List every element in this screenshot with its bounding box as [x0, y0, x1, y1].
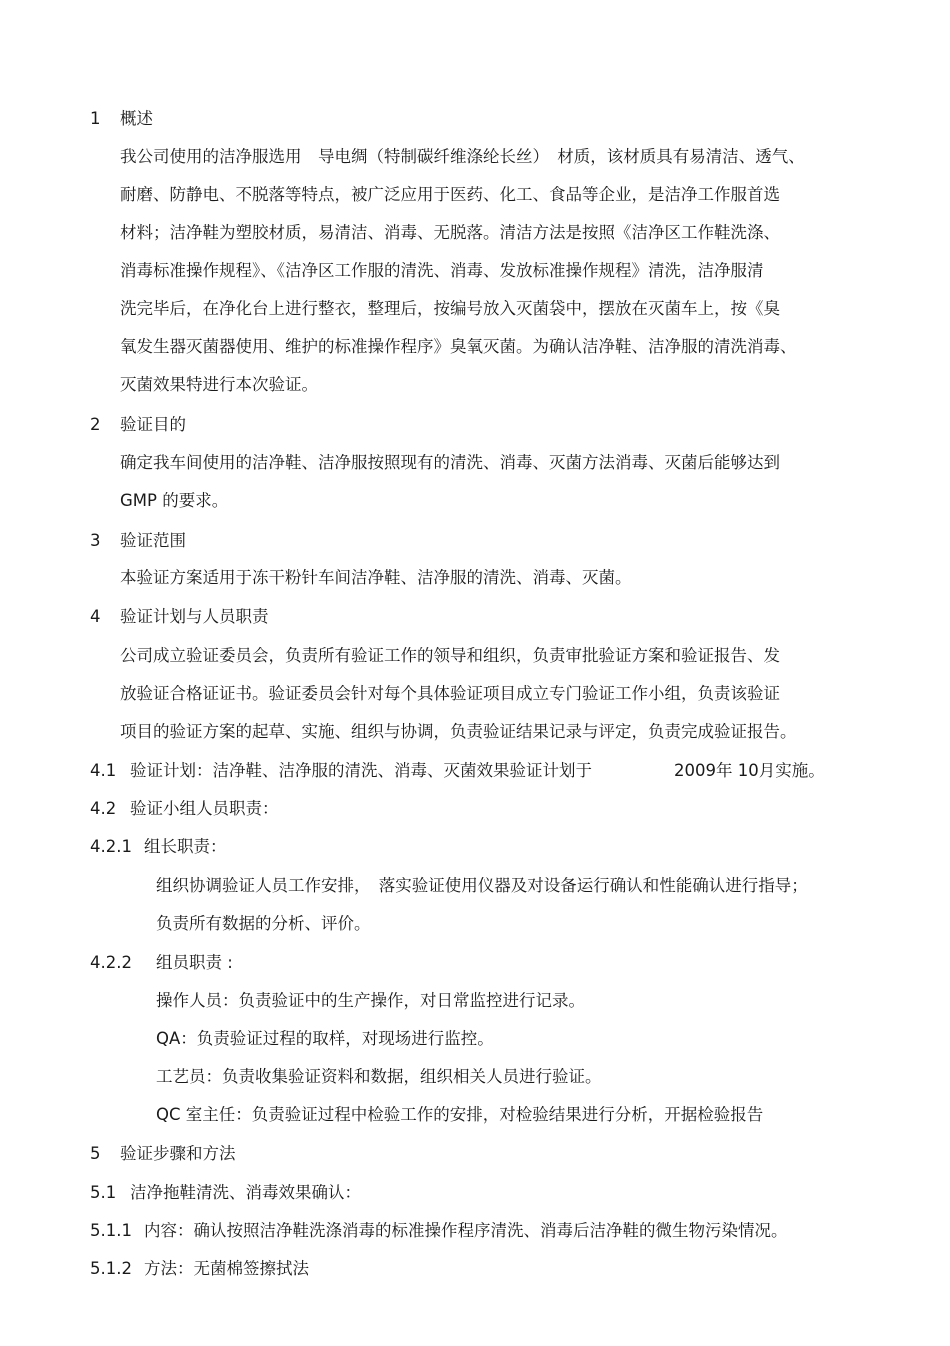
- section-3-title: 验证范围: [120, 531, 186, 550]
- section-1-line: 氧发生器灭菌器使用、维护的标准操作程序》臭氧灭菌。为确认洁净鞋、洁净服的清洗消毒、: [120, 337, 797, 356]
- section-4-2-1-number: 4.2.1: [90, 837, 132, 856]
- section-1-line: 消毒标准操作规程》、《洁净区工作服的清洗、消毒、发放标准操作规程》清洗，洁净服清: [120, 261, 764, 280]
- section-3-number: 3: [90, 531, 101, 550]
- section-5-1-number: 5.1: [90, 1183, 117, 1202]
- section-4-2-2-line: QA：负责验证过程的取样，对现场进行监控。: [156, 1029, 494, 1048]
- section-5-title: 验证步骤和方法: [120, 1144, 236, 1163]
- section-4-2-2-line: 工艺员：负责收集验证资料和数据，组织相关人员进行验证。: [156, 1067, 602, 1086]
- section-4-2-number: 4.2: [90, 799, 117, 818]
- section-4-line: 放验证合格证证书。验证委员会针对每个具体验证项目成立专门验证工作小组，负责该验证: [120, 684, 780, 703]
- section-4-2-1-line: 负责所有数据的分析、评价。: [156, 914, 371, 933]
- section-4-title: 验证计划与人员职责: [120, 607, 269, 626]
- section-4-2-2-title: 组员职责 :: [156, 953, 233, 972]
- section-4-number: 4: [90, 607, 101, 626]
- section-2-number: 2: [90, 415, 101, 434]
- section-4-2-2-line: QC 室主任：负责验证过程中检验工作的安排，对检验结果进行分析，开据检验报告: [156, 1105, 764, 1124]
- section-4-2-2-number: 4.2.2: [90, 953, 132, 972]
- section-4-2-2-line: 操作人员：负责验证中的生产操作，对日常监控进行记录。: [156, 991, 585, 1010]
- section-4-1-text: 验证计划：洁净鞋、洁净服的清洗、消毒、灭菌效果验证计划于: [130, 761, 592, 780]
- section-4-line: 公司成立验证委员会，负责所有验证工作的领导和组织，负责审批验证方案和验证报告、发: [120, 646, 780, 665]
- section-1-line: 材料；洁净鞋为塑胶材质，易清洁、消毒、无脱落。清洁方法是按照《洁净区工作鞋洗涤、: [120, 223, 780, 242]
- section-5-1-2-text: 方法：无菌棉签擦拭法: [144, 1259, 309, 1278]
- section-2-line: GMP 的要求。: [120, 491, 229, 510]
- section-1-line: 洗完毕后，在净化台上进行整衣，整理后，按编号放入灭菌袋中，摆放在灭菌车上，按《臭: [120, 299, 780, 318]
- section-4-2-1-title: 组长职责：: [144, 837, 227, 856]
- section-1-number: 1: [90, 109, 101, 128]
- section-5-1-text: 洁净拖鞋清洗、消毒效果确认：: [130, 1183, 361, 1202]
- section-1-line: 灭菌效果特进行本次验证。: [120, 375, 318, 394]
- section-4-2-1-line: 组织协调验证人员工作安排， 落实验证使用仪器及对设备运行确认和性能确认进行指导；: [156, 876, 808, 895]
- section-4-2-text: 验证小组人员职责：: [130, 799, 279, 818]
- section-5-1-1-text: 内容：确认按照洁净鞋洗涤消毒的标准操作程序清洗、消毒后洁净鞋的微生物污染情况。: [144, 1221, 788, 1240]
- section-1-title: 概述: [120, 109, 153, 128]
- section-5-1-1-number: 5.1.1: [90, 1221, 132, 1240]
- section-1-line: 耐磨、防静电、不脱落等特点，被广泛应用于医药、化工、食品等企业，是洁净工作服首选: [120, 185, 780, 204]
- section-5-number: 5: [90, 1144, 101, 1163]
- section-4-line: 项目的验证方案的起草、实施、组织与协调，负责验证结果记录与评定，负责完成验证报告。: [120, 722, 797, 741]
- section-5-1-2-number: 5.1.2: [90, 1259, 132, 1278]
- section-1-line: 我公司使用的洁净服选用 导电绸（特制碳纤维涤纶长丝） 材质，该材质具有易清洁、透气、: [120, 147, 805, 166]
- section-2-title: 验证目的: [120, 415, 186, 434]
- section-4-1-date: 2009年 10月实施。: [674, 761, 825, 780]
- section-4-1-number: 4.1: [90, 761, 117, 780]
- section-2-line: 确定我车间使用的洁净鞋、洁净服按照现有的清洗、消毒、灭菌方法消毒、灭菌后能够达到: [120, 453, 780, 472]
- section-3-line: 本验证方案适用于冻干粉针车间洁净鞋、洁净服的清洗、消毒、灭菌。: [120, 568, 632, 587]
